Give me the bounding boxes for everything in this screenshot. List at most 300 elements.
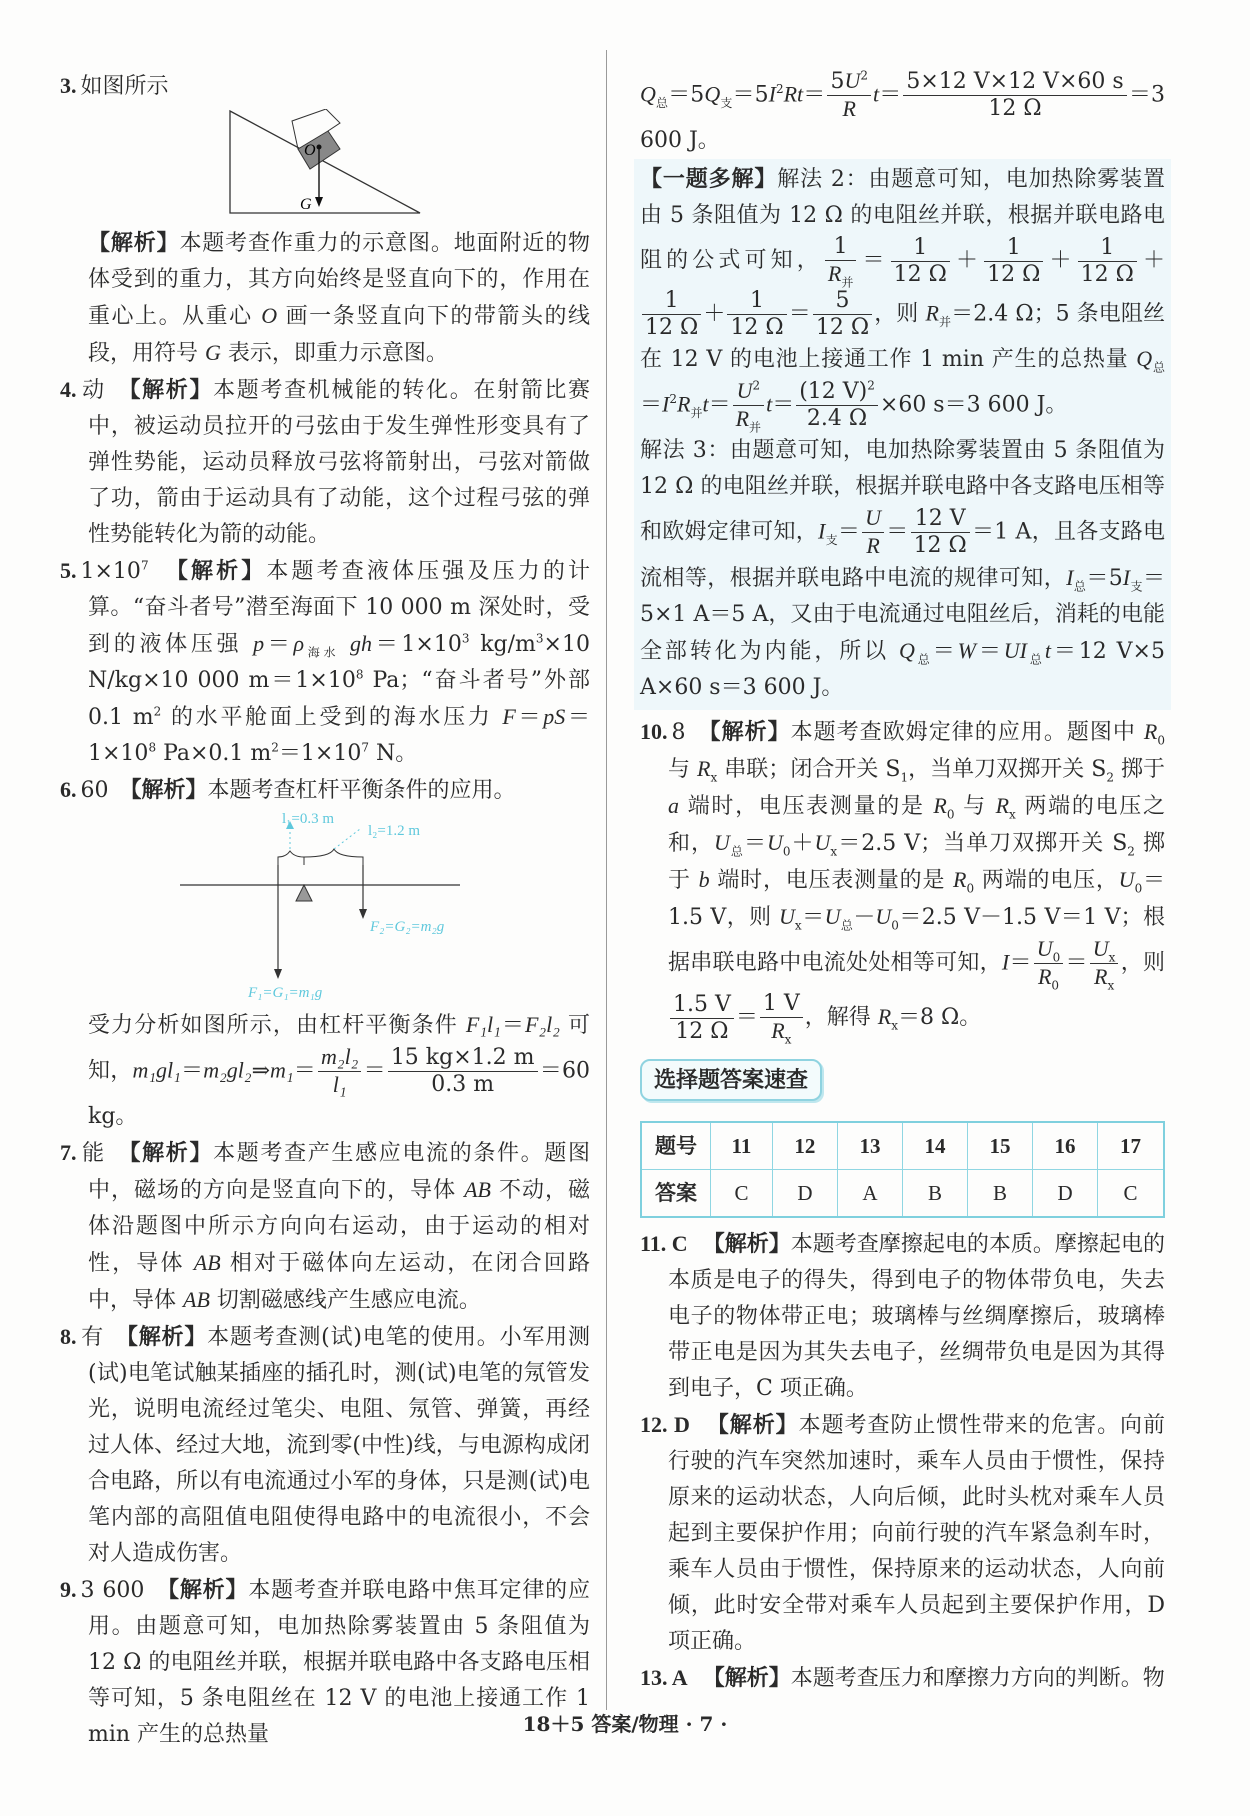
subscript: 支 [1130,579,1143,594]
question-3-analysis [60,225,590,372]
numerator [984,235,1043,262]
text-run: ＝1.5 V，则 [668,868,1165,930]
subscript: 0 [1134,881,1143,896]
math-symbol: R [995,793,1010,818]
math-symbol: R [933,793,947,818]
numerator [825,234,856,261]
numerator [1034,936,1064,964]
question-number: 11. C [640,1231,688,1256]
text-run: ＝ [640,392,663,418]
text-run: 动 [80,378,130,403]
text-run: ＝5 [668,82,705,108]
subscript: 海水 [304,645,340,660]
answer-cell: C [711,1170,773,1218]
text-run: 1 [750,288,765,313]
text-run: 1×10 [80,559,141,584]
question-8 [60,1319,590,1572]
answer-cell: A [837,1170,902,1218]
numerator [1078,235,1137,262]
question-6-analysis [60,1007,590,1135]
text-run: 12 Ω [730,315,784,340]
numerator [891,235,950,262]
text-run: 60 [80,778,131,803]
question-10 [640,714,1165,1045]
incline-triangle [230,111,420,213]
fraction [1090,936,1119,991]
text-run: 本题考查测(试)电笔的使用。小军用测(试)电笔试触某插座的插孔时，测(试)电笔的氖管发光，说明电流经过笔尖、电阻、氖管、弹簧，再经过人体、经过大地，流到零(中性)线，与电源构成闭合电路，所以有电流通过小军的身体，只是测(试)电笔内部的高阻值电阻使得电路中的电流很小，不会对人造成伤害。 [88,1325,590,1566]
denominator [388,1072,538,1098]
math-symbol: R [827,261,842,286]
text-run: ＝1×10 [278,741,362,766]
text-run: 可知， [88,1013,590,1084]
math-symbol: t [766,391,773,417]
question-number: 8. [60,1324,77,1349]
column-divider [606,50,607,1710]
subscript: 支 [720,95,733,110]
text-run: ＝ [879,82,902,108]
text-run: ＝ [743,831,767,856]
denominator [1034,964,1064,991]
math-symbol: R [925,300,939,326]
text-run: 1 [833,234,848,259]
text-run: Pa；“奋斗者号”外部 0.1 m [88,668,590,730]
text-run: ＝ [180,1058,204,1084]
question-number-cell: 14 [902,1122,967,1170]
math-symbol: U [766,830,783,855]
text-run: 掷于 [668,831,1165,893]
math-symbol: I [768,81,776,107]
denominator [984,262,1043,288]
text-run: ＝ [1009,950,1032,976]
text-run: 两端的电压， [974,868,1119,893]
text-run: ＝5 [732,82,769,108]
question-4 [60,372,590,553]
analysis-tag: 【解析】 [713,1665,791,1691]
subscript: 并 [938,314,952,329]
subscript: x [1009,807,1016,822]
analysis-tag: 【解析】 [167,1577,249,1603]
question-number-cell: 16 [1033,1122,1098,1170]
text-run: 本题考查欧姆定律的应用。题图中 [790,720,1144,745]
math-symbol: U [875,904,892,929]
superscript: 8 [148,740,157,755]
text-run: Pa×0.1 m [156,741,272,766]
text-run: 如图所示 [80,74,169,99]
math-symbol: I [1001,949,1010,975]
text-run: 5 [835,288,850,313]
text-run: 本题考查液体压强及压力的计算。“奋斗者号”潜至海面下 10 000 m 深处时，受到的液体压强 [88,559,590,657]
text-run: 1 [1006,234,1021,260]
multiple-solutions-box [634,159,1171,710]
denominator [318,1072,361,1099]
text-run: 解法 2：由题意可知，电加热除雾装置由 5 条阻值为 12 Ω 的电阻丝并联，根据并联电路电阻的公式可知， [640,167,1165,273]
math-symbol: gh [349,631,372,656]
table-row-answers [641,1170,1164,1218]
text-run: 15 kg×1.2 m [390,1045,535,1070]
text-run: ＝ [708,392,731,418]
math-symbol: Q [640,81,656,107]
math-symbol: F [502,704,516,729]
numerator [733,378,764,406]
text-run: ＝ [264,632,294,657]
text-run: 1 V [762,991,800,1016]
fraction [727,288,786,341]
table-row-numbers [641,1122,1164,1170]
superscript: 2 [860,68,868,83]
analysis-tag: 【解析】 [709,719,791,745]
text-run: ＝ [801,905,825,930]
beaker-on-incline [292,109,340,169]
math-symbol: F₁l₁ [465,1012,501,1037]
math-symbol: R [842,96,856,121]
text-run: 8 [671,720,710,745]
math-symbol: U [1036,936,1053,961]
text-run: 1 [913,234,928,260]
answer-cell: B [968,1170,1033,1218]
denominator [670,1019,734,1045]
subscript: 并 [690,405,703,420]
text-run: 表示，即重力示意图。 [220,341,448,366]
text-run [149,559,177,584]
denominator [862,533,884,560]
numerator [760,991,803,1018]
lever-figure [60,813,590,1003]
text-run: 12 Ω [893,261,947,287]
math-symbol: AB [183,1287,210,1312]
question-7 [60,1135,590,1319]
text-run: 1 [1100,234,1115,260]
math-symbol: R [1143,719,1158,744]
text-run: ＝ [837,519,861,545]
numerator [827,68,871,96]
text-run: ＋ [1045,248,1076,273]
superscript: 2 [271,740,279,755]
math-symbol: R [1037,964,1052,989]
subscript: 0 [946,807,955,822]
text-run: ＝8 Ω。 [898,1005,982,1030]
numerator [670,992,734,1019]
subscript: 总 [1027,652,1045,667]
subscript: 0 [1052,950,1061,965]
l2-brace [304,849,363,865]
math-symbol: R [771,1018,785,1043]
fulcrum-icon [296,885,312,901]
denominator [813,315,872,341]
force-f2-arrowhead [359,909,367,919]
denominator [1078,262,1137,288]
text-run: ＝ [772,392,795,418]
superscript: 3 [461,631,470,646]
subscript: x [1107,978,1115,993]
text-run: ＝ [858,248,889,273]
text-run: 能 [80,1141,130,1166]
text-run: ，则 [874,301,926,327]
text-run: ＝1 A，且各支路电流相等，根据并联电路中电流的规律可知， [640,519,1165,591]
text-run: 12 V [914,506,966,531]
denominator [642,315,701,341]
text-run: 有 [80,1325,127,1350]
text-run: ＝ [735,1005,758,1030]
math-symbol: p [253,631,265,656]
superscript: 2 [752,378,761,393]
analysis-tag: 【解析】 [713,1231,791,1257]
point-label-O: O [304,142,316,159]
text-run: ＝12 V×5 A×60 s＝3 600 J。 [640,639,1165,700]
superscript: 2 [775,82,784,97]
math-symbol: ρ [293,631,305,656]
fraction [891,235,950,288]
text-run: 本题考查机械能的转化。在射箭比赛中，被运动员拉开的弓弦由于发生弹性形变具有了弹性势能，运动员释放弓弦将箭射出，弓弦对箭做了功，箭由于运动具有了动能，这个过程弓弦的弹性势能转化为箭的动能。 [88,378,590,547]
text-run: 本题考查并联电路中焦耳定律的应用。由题意可知，电加热除雾装置由 5 条阻值为 12 Ω 的电阻丝并联，根据并联电路中各支路电压相等可知，5 条电阻丝在 12 V 的电池上接通工作 1 min 产生的总热量 [88,1578,590,1747]
text-run: 与 [954,794,996,819]
math-symbol: t [1044,638,1051,663]
text-run: (12 V) [799,379,868,404]
force-f1-arrowhead [274,969,282,979]
fraction [388,1045,538,1098]
question-number-cell: 13 [837,1122,902,1170]
math-symbol: R [735,406,750,431]
question-number: 13. A [640,1665,688,1690]
text-run: ×10 N/kg×10 000 m＝1×10 [88,632,590,693]
denominator [891,262,950,288]
fraction [796,379,878,432]
superscript: 3 [535,631,544,646]
subscript: 2 [1106,770,1114,785]
fraction [670,992,734,1045]
math-symbol: I [1066,565,1074,590]
subscript: 2 [1127,844,1135,859]
subscript: 0 [1051,978,1060,993]
question-6-heading [60,772,590,809]
text-run: 1.5 V [673,991,731,1017]
fraction [1078,235,1137,288]
math-symbol: AB [193,1250,221,1275]
analysis-tag: 【解析】 [126,1324,208,1350]
text-run: 1 [664,288,679,313]
text-run: 本题考查作重力的示意图。地面附近的物体受到的重力，其方向始终是竖直向下的，作用在重心上。从重心 [88,231,590,329]
text-run: ＝ [515,705,544,730]
text-run: 本题考查摩擦起电的本质。摩擦起电的本质是电子的得失，得到电子的物体带负电，失去电子的物体带正电；玻璃棒与丝绸摩擦后，玻璃棒带正电是因为其失去电子，丝绸带负电是因为其得到电子，C 项正确。 [668,1232,1165,1401]
question-3-heading [60,68,590,105]
text-run [694,1413,718,1438]
text-run: － [853,905,876,930]
math-symbol: m₂gl₂ [203,1057,252,1083]
superscript: 7 [140,558,149,573]
superscript: 2 [867,378,875,393]
question-13 [640,1660,1165,1697]
text-run: ，解得 [804,1005,878,1030]
denominator [796,406,878,432]
question-number: 5. [60,558,77,583]
text-run: 本题考查产生感应电流的条件。题图中，磁场的方向是竖直向下的，导体 [88,1141,590,1203]
text-run: 解法 3：由题意可知，电加热除雾装置由 5 条阻值为 12 Ω 的电阻丝并联，根据并联电路中各支路电压相等和欧姆定律可知， [640,438,1165,545]
text-run: 相对于磁体向左运动，在闭合回路中，导体 [88,1251,590,1313]
math-symbol: m₁ [270,1057,294,1083]
math-symbol: m₂l₂ [321,1044,359,1069]
text-run: ＋ [951,248,983,273]
math-symbol: U [844,68,861,93]
fraction [760,991,803,1045]
numerator [727,288,786,315]
incline-gravity-diagram [60,109,590,221]
subscript: 0 [891,918,899,933]
denominator [911,533,970,559]
math-symbol: U [1092,936,1109,961]
subscript: x [891,1018,899,1033]
text-run: ＝3 600 J。 [640,82,1165,153]
text-run: 0.3 m [431,1072,495,1097]
text-run: ＝ [1065,950,1088,976]
denominator [727,315,786,341]
math-symbol: R [676,391,691,417]
text-run: 画一条竖直向下的带箭头的线段，用符号 [88,304,590,366]
text-run: 切割磁感线产生感应电流。 [209,1288,481,1313]
text-run: 12 Ω [988,96,1042,121]
math-symbol: pS [543,704,566,729]
f1-label: F₁=G₁=m₁g [248,985,323,1001]
analysis-tag: 【一题多解】 [640,166,778,192]
question-5 [60,553,590,772]
numerator [796,379,878,406]
text-run: ＋ [703,301,726,327]
fraction [813,288,872,341]
denominator [733,406,764,433]
math-symbol: Q [704,81,721,107]
denominator [760,1018,803,1045]
analysis-tag: 【解析】 [130,777,208,803]
math-symbol: I [662,391,670,417]
question-number-cell: 17 [1098,1122,1164,1170]
text-run: ，则 [1120,950,1165,976]
text-run: 端时，电压表测量的是 [709,868,954,893]
text-run: ＝2.4 Ω；5 条电阻丝在 12 V 的电池上接通工作 1 min 产生的总热量 [640,301,1165,372]
text-run: ＝5×1 A＝5 A，又由于电流通过电阻丝后，消耗的电能全部转化为内能，所以 [640,566,1165,664]
math-symbol: R [877,1004,892,1029]
text-run: ＝ [293,1058,317,1084]
answer-cell: D [1033,1170,1098,1218]
math-symbol: U [779,904,795,929]
l1-label: l₁=0.3 m [282,813,335,827]
subscript: 0 [966,881,975,896]
section-title-answer-check: 选择题答案速查 [640,1059,822,1101]
text-run: 12 Ω [1080,261,1134,287]
f2-label: F₂=G₂=m₂g [370,919,445,935]
text-run [692,1232,714,1257]
text-run: 的水平舱面上受到的海水压力 [161,705,503,730]
force-label-G: G [300,196,312,213]
math-symbol: U [824,904,841,929]
denominator [825,261,856,288]
text-run: kg/m [469,632,536,657]
text-run: 5×12 V×12 V×60 s [906,69,1124,94]
denominator [903,96,1126,122]
fraction [318,1044,361,1099]
subscript: 总 [914,652,933,667]
text-run: ×60 s＝3 600 J。 [879,392,1068,418]
math-symbol: t [872,81,880,107]
lever-diagram [60,813,590,1003]
text-run: 本题考查压力和摩擦力方向的判断。物 [790,1666,1165,1691]
fraction [903,69,1126,122]
math-symbol: U [814,830,831,855]
subscript: 并 [749,420,762,435]
row-label: 题号 [641,1122,711,1170]
numerator [388,1045,538,1072]
math-symbol: I [818,518,826,544]
subscript: 支 [825,532,838,547]
answer-cell: D [772,1170,837,1218]
math-symbol: b [698,867,710,892]
question-12 [640,1407,1165,1660]
subscript: x [710,770,718,785]
fraction [984,235,1043,288]
text-run: ＝ [363,1058,386,1084]
answer-table [640,1121,1165,1218]
subscript: x [794,918,802,933]
math-symbol: R [953,867,967,892]
l1-brace [278,851,304,865]
text-run: 12 Ω [913,533,967,558]
math-symbol: R [1093,964,1108,989]
question-number: 9. [60,1577,77,1602]
question-number-cell: 12 [772,1122,837,1170]
right-column [640,68,1165,1697]
question-9-continued [640,68,1165,159]
text-run: ⇒ [251,1058,270,1084]
question-number: 10. [640,719,668,744]
question-number: 12. D [640,1412,690,1437]
page-footer: 18＋5 答案/物理 · 7 · [522,1712,728,1736]
analysis-tag: 【解析】 [176,558,267,584]
gravity-arrowhead [315,197,323,207]
subscript: 总 [1073,579,1087,594]
math-symbol: O [261,303,278,328]
math-symbol: t [702,391,709,417]
answer-cell: C [1098,1170,1164,1218]
math-symbol: U [714,830,730,855]
math-symbol: Q [1136,346,1153,371]
subscript: 0 [782,844,791,859]
subscript: x [784,1032,792,1047]
text-run: ＝ [803,82,826,108]
question-number-cell: 11 [711,1122,773,1170]
subscript: 总 [655,95,669,110]
numerator [318,1044,361,1072]
question-number: 3. [60,73,77,98]
incline-figure [60,109,590,221]
math-symbol: l₁ [332,1072,347,1097]
subscript: 并 [841,275,854,290]
denominator [1090,964,1119,991]
math-symbol: UI [1003,638,1027,663]
text-run: ＝2.5 V；当单刀双掷开关 S [837,831,1128,856]
numerator [911,506,970,533]
subscript: 总 [1152,360,1165,375]
fraction [911,506,970,559]
text-run: 受力分析如图所示，由杠杆平衡条件 [88,1013,466,1038]
fraction [1034,936,1064,991]
text-run: ＝ [975,639,1004,664]
text-run: 本题考查杠杆平衡条件的应用。 [207,778,516,803]
text-run: ＝5 [1086,566,1123,591]
subscript: x [830,844,838,859]
text-run: ＝ [886,519,909,545]
subscript: 0 [1157,733,1165,748]
subscript: 总 [729,844,744,859]
numerator [862,505,884,533]
denominator [827,96,871,123]
analysis-tag: 【解析】 [717,1412,799,1438]
